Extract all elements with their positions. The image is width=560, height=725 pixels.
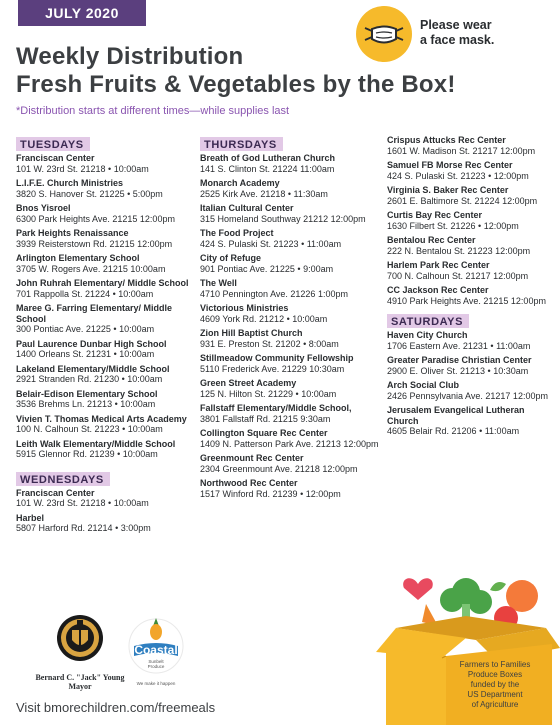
site-address: 4605 Belair Rd. 21206 • 11:00am xyxy=(387,426,520,436)
site-name: Crispus Attucks Rec Center xyxy=(387,135,506,145)
box-text-line1: Farmers to Families xyxy=(459,660,531,669)
site-name: Fallstaff Elementary/Middle School, xyxy=(200,403,352,413)
site-entry xyxy=(200,353,385,374)
site-address: 300 Pontiac Ave. 21225 • 10:00am xyxy=(16,324,155,334)
site-entry xyxy=(387,135,557,156)
site-address: 701 Rappolla St. 21224 • 10:00am xyxy=(16,288,154,299)
site-address: 125 N. Hilton St. 21229 • 10:00am xyxy=(200,388,337,399)
site-address: 315 Homeland Southway 21212 12:00pm xyxy=(200,213,366,224)
site-name: Leith Walk Elementary/Middle School xyxy=(16,438,176,449)
coastal-logo-name: Coastal xyxy=(134,643,178,657)
day-label-saturdays: SATURDAYS xyxy=(387,314,469,328)
site-name: City of Refuge xyxy=(200,253,262,263)
site-entry xyxy=(387,405,557,437)
site-entry xyxy=(200,203,385,224)
site-entry xyxy=(16,389,196,410)
site-address: 3536 Brehms Ln. 21213 • 10:00am xyxy=(16,399,156,409)
site-entry xyxy=(387,210,557,231)
site-address: 100 N. Calhoun St. 21223 • 10:00am xyxy=(16,424,163,434)
site-entry xyxy=(16,153,196,174)
usda-funding-note xyxy=(446,660,544,710)
column-3 xyxy=(387,135,557,441)
thursday-sites-continued xyxy=(387,135,557,306)
site-entry xyxy=(200,278,385,299)
site-entry xyxy=(200,253,385,274)
site-entry xyxy=(200,228,385,249)
site-entry xyxy=(16,414,196,435)
site-entry xyxy=(200,153,385,174)
site-entry xyxy=(200,403,385,424)
site-name: Arch Social Club xyxy=(387,380,460,390)
site-name: Stillmeadow Community Fellowship xyxy=(200,353,354,363)
site-entry xyxy=(387,285,557,306)
site-address: 222 N. Bentalou St. 21223 12:00pm xyxy=(387,245,531,256)
mask-notice-line1: Please wear xyxy=(420,18,492,32)
site-entry xyxy=(387,235,557,256)
site-address: 2921 Stranden Rd. 21230 • 10:00am xyxy=(16,374,163,384)
site-address: 1517 Winford Rd. 21239 • 12:00pm xyxy=(200,488,341,499)
site-entry xyxy=(387,260,557,281)
site-name: Harbel xyxy=(16,512,45,523)
site-name: Green Street Academy xyxy=(200,378,297,388)
page-title-line2: Fresh Fruits & Vegetables by the Box! xyxy=(16,71,456,98)
site-address: 3705 W. Rogers Ave. 21215 10:00am xyxy=(16,263,166,274)
site-entry xyxy=(387,355,557,376)
box-text-line2: Produce Boxes xyxy=(467,670,523,679)
site-entry xyxy=(200,303,385,324)
baltimore-city-seal xyxy=(56,612,104,668)
site-name: Victorious Ministries xyxy=(200,303,289,313)
site-entry xyxy=(16,339,196,360)
coastal-sunbelt-logo xyxy=(126,612,186,672)
site-entry xyxy=(200,453,385,474)
site-address: 2525 Kirk Ave. 21218 • 11:30am xyxy=(200,188,328,199)
coastal-tagline: We make it happen xyxy=(136,681,176,686)
day-label-tuesdays: TUESDAYS xyxy=(16,137,90,151)
site-name: Bentalou Rec Center xyxy=(387,235,476,245)
mayor-title: Mayor xyxy=(68,682,92,691)
site-entry xyxy=(387,185,557,206)
mask-notice-line2: a face mask. xyxy=(420,33,495,47)
site-address: 141 S. Clinton St. 21224 11:00am xyxy=(200,163,335,174)
site-name: Arlington Elementary School xyxy=(16,253,140,263)
tuesday-sites xyxy=(16,153,196,460)
site-entry xyxy=(200,178,385,199)
site-entry xyxy=(16,303,196,335)
site-name: L.I.F.E. Church Ministries xyxy=(16,178,124,188)
coastal-logo-sub1: Sunbelt xyxy=(148,659,164,664)
site-name: Park Heights Renaissance xyxy=(16,228,129,238)
site-address: 3801 Fallstaff Rd. 21215 9:30am xyxy=(200,413,331,424)
site-name: CC Jackson Rec Center xyxy=(387,285,489,295)
site-entry xyxy=(16,278,196,299)
site-address: 3820 S. Hanover St. 21225 • 5:00pm xyxy=(16,188,163,199)
site-address: 2304 Greenmount Ave. 21218 12:00pm xyxy=(200,463,358,474)
site-name: Belair-Edison Elementary School xyxy=(16,388,158,399)
site-entry xyxy=(16,203,196,224)
thursday-sites xyxy=(200,153,385,499)
site-address: 1601 W. Madison St. 21217 12:00pm xyxy=(387,145,536,156)
site-address: 101 W. 23rd St. 21218 • 10:00am xyxy=(16,498,149,508)
month-badge: JULY 2020 xyxy=(18,0,146,26)
website-link[interactable]: Visit bmorechildren.com/freemeals xyxy=(16,700,216,715)
site-address: 2426 Pennsylvania Ave. 21217 12:00pm xyxy=(387,390,548,401)
site-entry xyxy=(16,364,196,385)
mayor-name: Bernard C. "Jack" Young xyxy=(35,673,125,682)
column-1 xyxy=(16,135,196,538)
site-name: Haven City Church xyxy=(387,330,468,340)
box-text-line3: funded by the xyxy=(470,680,520,689)
site-name: Northwood Rec Center xyxy=(200,478,298,488)
face-mask-icon xyxy=(356,6,412,62)
site-name: Italian Cultural Center xyxy=(200,203,294,213)
site-name: Maree G. Farring Elementary/ Middle School xyxy=(16,303,173,324)
saturday-sites xyxy=(387,330,557,437)
site-address: 1400 Orleans St. 21231 • 10:00am xyxy=(16,349,155,359)
site-address: 1409 N. Patterson Park Ave. 21213 12:00pm xyxy=(200,438,379,449)
site-address: 5807 Harford Rd. 21214 • 3:00pm xyxy=(16,523,151,533)
site-address: 3939 Reisterstown Rd. 21215 12:00pm xyxy=(16,238,173,249)
site-address: 4910 Park Heights Ave. 21215 12:00pm xyxy=(387,295,546,306)
mask-notice xyxy=(356,6,546,64)
site-entry xyxy=(16,513,196,534)
site-name: Greenmount Rec Center xyxy=(200,453,304,463)
mayor-credit xyxy=(30,673,130,691)
site-name: Curtis Bay Rec Center xyxy=(387,210,483,220)
site-name: Franciscan Center xyxy=(16,487,95,498)
site-entry xyxy=(16,253,196,274)
day-label-thursdays: THURSDAYS xyxy=(200,137,283,151)
site-entry xyxy=(387,380,557,401)
site-entry xyxy=(387,160,557,181)
site-entry xyxy=(200,478,385,499)
column-2 xyxy=(200,135,385,503)
site-entry xyxy=(16,228,196,249)
site-entry xyxy=(16,488,196,509)
site-name: The Food Project xyxy=(200,228,274,238)
site-entry xyxy=(200,328,385,349)
site-name: Monarch Academy xyxy=(200,178,280,188)
coastal-logo-sub2: Produce xyxy=(147,664,165,669)
page-title-line1: Weekly Distribution xyxy=(16,43,244,70)
site-entry xyxy=(200,428,385,449)
box-text-line5: of Agriculture xyxy=(471,700,519,709)
site-name: Paul Laurence Dunbar High School xyxy=(16,338,167,349)
site-address: 424 S. Pulaski St. 21223 • 11:00am xyxy=(200,238,342,249)
site-address: 5915 Glennor Rd. 21239 • 10:00am xyxy=(16,449,158,459)
site-address: 2601 E. Baltimore St. 21224 12:00pm xyxy=(387,195,538,206)
site-entry xyxy=(387,330,557,351)
site-name: Harlem Park Rec Center xyxy=(387,260,490,270)
site-address: 700 N. Calhoun St. 21217 12:00pm xyxy=(387,270,529,281)
page-subtitle: *Distribution starts at different times—while supplies last xyxy=(16,105,290,117)
site-address: 101 W. 23rd St. 21218 • 10:00am xyxy=(16,163,149,174)
site-address: 2900 E. Oliver St. 21213 • 10:30am xyxy=(387,365,529,376)
mask-notice-text xyxy=(420,18,494,48)
site-name: Jerusalem Evangelical Lutheran Church xyxy=(387,405,525,426)
wednesday-sites xyxy=(16,488,196,534)
site-name: Vivien T. Thomas Medical Arts Academy xyxy=(16,413,187,424)
site-name: John Ruhrah Elementary/ Middle School xyxy=(16,278,189,288)
site-address: 901 Pontiac Ave. 21225 • 9:00am xyxy=(200,263,334,274)
day-label-wednesdays: WEDNESDAYS xyxy=(16,472,110,486)
site-name: Lakeland Elementary/Middle School xyxy=(16,363,170,374)
site-address: 6300 Park Heights Ave. 21215 12:00pm xyxy=(16,213,175,224)
box-text-line4: US Department xyxy=(467,690,523,699)
site-entry xyxy=(16,439,196,460)
site-entry xyxy=(16,178,196,199)
site-address: 1630 Filbert St. 21226 • 12:00pm xyxy=(387,220,519,231)
site-name: Greater Paradise Christian Center xyxy=(387,355,532,365)
site-name: The Well xyxy=(200,278,237,288)
site-name: Breath of God Lutheran Church xyxy=(200,153,335,163)
site-name: Zion Hill Baptist Church xyxy=(200,328,303,338)
site-entry xyxy=(200,378,385,399)
site-name: Franciscan Center xyxy=(16,153,95,163)
site-address: 5110 Frederick Ave. 21229 10:30am xyxy=(200,363,345,374)
site-name: Collington Square Rec Center xyxy=(200,428,328,438)
site-name: Virginia S. Baker Rec Center xyxy=(387,185,509,195)
site-address: 1706 Eastern Ave. 21231 • 11:00am xyxy=(387,340,531,351)
site-name: Samuel FB Morse Rec Center xyxy=(387,160,513,170)
site-address: 931 E. Preston St. 21202 • 8:00am xyxy=(200,338,339,349)
site-address: 4609 York Rd. 21212 • 10:00am xyxy=(200,313,328,324)
site-name: Bnos Yisroel xyxy=(16,203,71,213)
site-address: 4710 Pennington Ave. 21226 1:00pm xyxy=(200,288,348,299)
site-address: 424 S. Pulaski St. 21223 • 12:00pm xyxy=(387,170,529,181)
